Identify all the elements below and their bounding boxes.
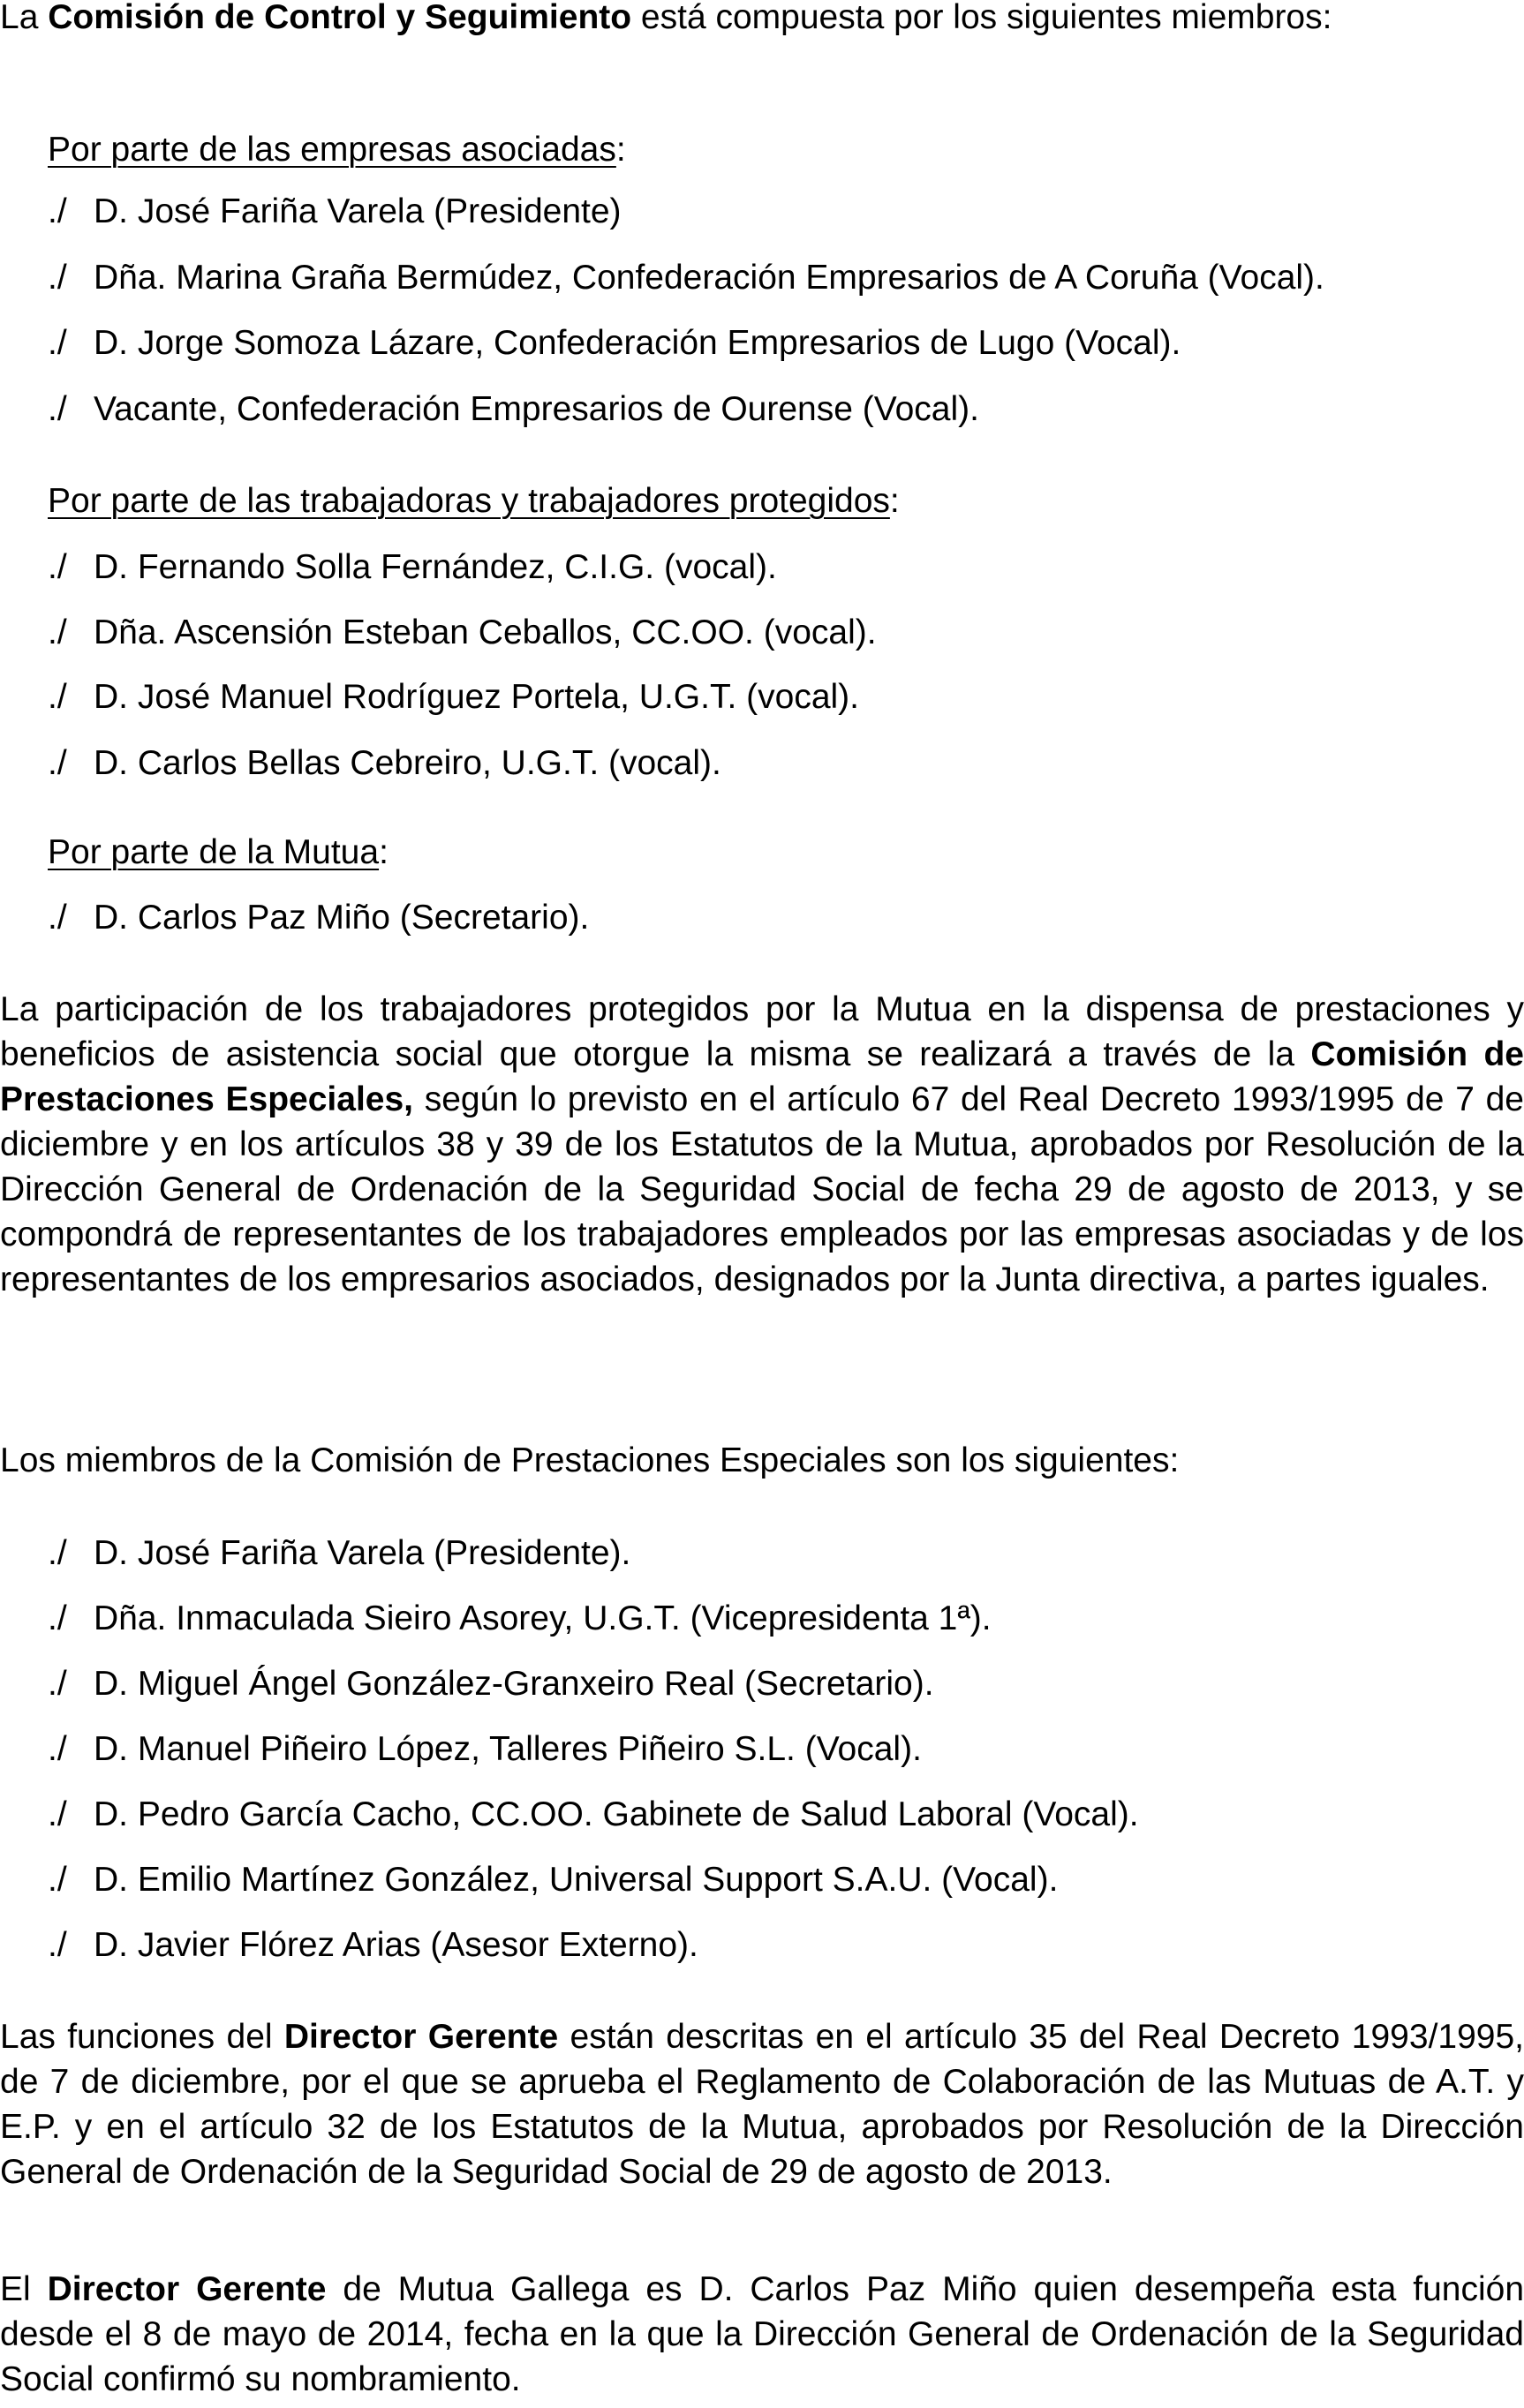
list-item-text: D. Miguel Ángel González-Granxeiro Real (Secretario). xyxy=(94,1665,934,1703)
heading-colon: : xyxy=(615,131,626,169)
appointment-text-end: de Mutua Gallega es D. Carlos Paz Miño quien desempeña esta función desde el 8 de mayo de 2014, fecha en la que la Dirección General de Ordenación de la Seguridad Social confirmó su nombramiento. xyxy=(0,2270,1524,2398)
bullet-marker: ./ xyxy=(48,744,67,782)
heading-mutua xyxy=(48,832,389,873)
list-item xyxy=(48,547,777,588)
intro-paragraph xyxy=(0,0,1524,40)
list-item xyxy=(48,677,859,718)
bullet-marker: ./ xyxy=(48,1861,67,1899)
heading-colon: : xyxy=(379,833,389,871)
bullet-marker: ./ xyxy=(48,324,67,362)
appointment-text-start: El xyxy=(0,2270,48,2308)
list-item xyxy=(48,258,1324,298)
director-functions-paragraph xyxy=(0,2014,1524,2194)
intro-text-start: La xyxy=(0,0,49,36)
bullet-marker: ./ xyxy=(48,1665,67,1703)
cpe-description-paragraph xyxy=(0,987,1524,1302)
list-item-text: D. Fernando Solla Fernández, C.I.G. (vocal). xyxy=(94,548,777,586)
list-item xyxy=(48,1795,1139,1835)
bullet-marker: ./ xyxy=(48,1599,67,1637)
bullet-marker: ./ xyxy=(48,678,67,716)
bullet-marker: ./ xyxy=(48,192,67,230)
bullet-marker: ./ xyxy=(48,259,67,297)
heading-trabajadores-label: Por parte de las trabajadoras y trabajadores protegidos xyxy=(48,482,890,520)
list-item-text: D. Emilio Martínez González, Universal Support S.A.U. (Vocal). xyxy=(94,1861,1059,1899)
heading-trabajadores xyxy=(48,481,900,522)
bullet-marker: ./ xyxy=(48,390,67,428)
list-item-text: D. José Fariña Varela (Presidente) xyxy=(94,192,622,230)
list-item-text: Vacante, Confederación Empresarios de Ourense (Vocal). xyxy=(94,390,979,428)
list-item-text: D. Carlos Bellas Cebreiro, U.G.T. (vocal). xyxy=(94,744,721,782)
list-item xyxy=(48,1664,934,1704)
bullet-marker: ./ xyxy=(48,1926,67,1964)
list-item-text: D. Jorge Somoza Lázare, Confederación Empresarios de Lugo (Vocal). xyxy=(94,324,1181,362)
list-item xyxy=(48,1860,1058,1900)
bullet-marker: ./ xyxy=(48,899,67,937)
cpe-bold-term: Comisión de Prestaciones Especiales, xyxy=(0,1035,1524,1118)
list-item xyxy=(48,323,1181,364)
functions-text-end: están descritas en el artículo 35 del Real Decreto 1993/1995, de 7 de diciembre, por el que se aprueba el Reglamento de Colaboración de las Mutuas de A.T. y E.P. y en el artículo 32 de los Estatutos de la Mutua, aprobados por Resolución de la Dirección General de Ordenación de la Seguridad Social de 29 de agosto de 2013. xyxy=(0,2018,1524,2191)
cpe-members-intro: Los miembros de la Comisión de Prestaciones Especiales son los siguientes: xyxy=(0,1441,1180,1479)
intro-text-end: está compuesta por los siguientes miembros: xyxy=(631,0,1332,36)
bullet-marker: ./ xyxy=(48,548,67,586)
list-item-text: D. Javier Flórez Arias (Asesor Externo). xyxy=(94,1926,698,1964)
list-item xyxy=(48,1925,698,1966)
list-item-text: Dña. Ascensión Esteban Ceballos, CC.OO. (vocal). xyxy=(94,613,877,651)
list-item xyxy=(48,1533,630,1574)
list-item xyxy=(48,898,589,938)
list-item xyxy=(48,1729,922,1770)
bullet-marker: ./ xyxy=(48,1534,67,1572)
cpe-text-end: según lo previsto en el artículo 67 del Real Decreto 1993/1995 de 7 de diciembre y en los artículos 38 y 39 de los Estatutos de la Mutua, aprobados por Resolución de la Dirección General de Ordenación de la Seguridad Social de fecha 29 de agosto de 2013, y se compondrá de representantes de los trabajadores empleados por las empresas asociadas y de los representantes de los empresarios asociados, designados por la Junta directiva, a partes iguales. xyxy=(0,1080,1524,1298)
list-item xyxy=(48,1599,992,1639)
heading-empresas xyxy=(48,130,626,170)
heading-colon: : xyxy=(889,482,900,520)
heading-empresas-label: Por parte de las empresas asociadas xyxy=(48,131,616,169)
cpe-text-start: La participación de los trabajadores protegidos por la Mutua en la dispensa de prestaciones y beneficios de asistencia social que otorgue la misma se realizará a través de la xyxy=(0,990,1524,1073)
bullet-marker: ./ xyxy=(48,1730,67,1768)
bullet-marker: ./ xyxy=(48,613,67,651)
list-item-text: D. Carlos Paz Miño (Secretario). xyxy=(94,899,590,937)
list-item-text: Dña. Marina Graña Bermúdez, Confederación Empresarios de A Coruña (Vocal). xyxy=(94,259,1324,297)
list-item xyxy=(48,389,979,430)
list-item-text: D. Manuel Piñeiro López, Talleres Piñeiro S.L. (Vocal). xyxy=(94,1730,922,1768)
list-item-text: D. Pedro García Cacho, CC.OO. Gabinete de Salud Laboral (Vocal). xyxy=(94,1795,1139,1833)
functions-bold-term: Director Gerente xyxy=(283,2018,559,2056)
heading-mutua-label: Por parte de la Mutua xyxy=(48,833,380,871)
functions-text-start: Las funciones del xyxy=(0,2018,284,2056)
list-item xyxy=(48,743,721,784)
list-item xyxy=(48,192,622,232)
list-item-text: D. José Manuel Rodríguez Portela, U.G.T. (vocal). xyxy=(94,678,860,716)
appointment-bold-term: Director Gerente xyxy=(47,2270,327,2308)
list-item-text: Dña. Inmaculada Sieiro Asorey, U.G.T. (Vicepresidenta 1ª). xyxy=(94,1599,992,1637)
director-appointment-paragraph xyxy=(0,2267,1524,2402)
bullet-marker: ./ xyxy=(48,1795,67,1833)
list-item-text: D. José Fariña Varela (Presidente). xyxy=(94,1534,631,1572)
list-item xyxy=(48,613,877,653)
intro-bold-term: Comisión de Control y Seguimiento xyxy=(48,0,632,36)
